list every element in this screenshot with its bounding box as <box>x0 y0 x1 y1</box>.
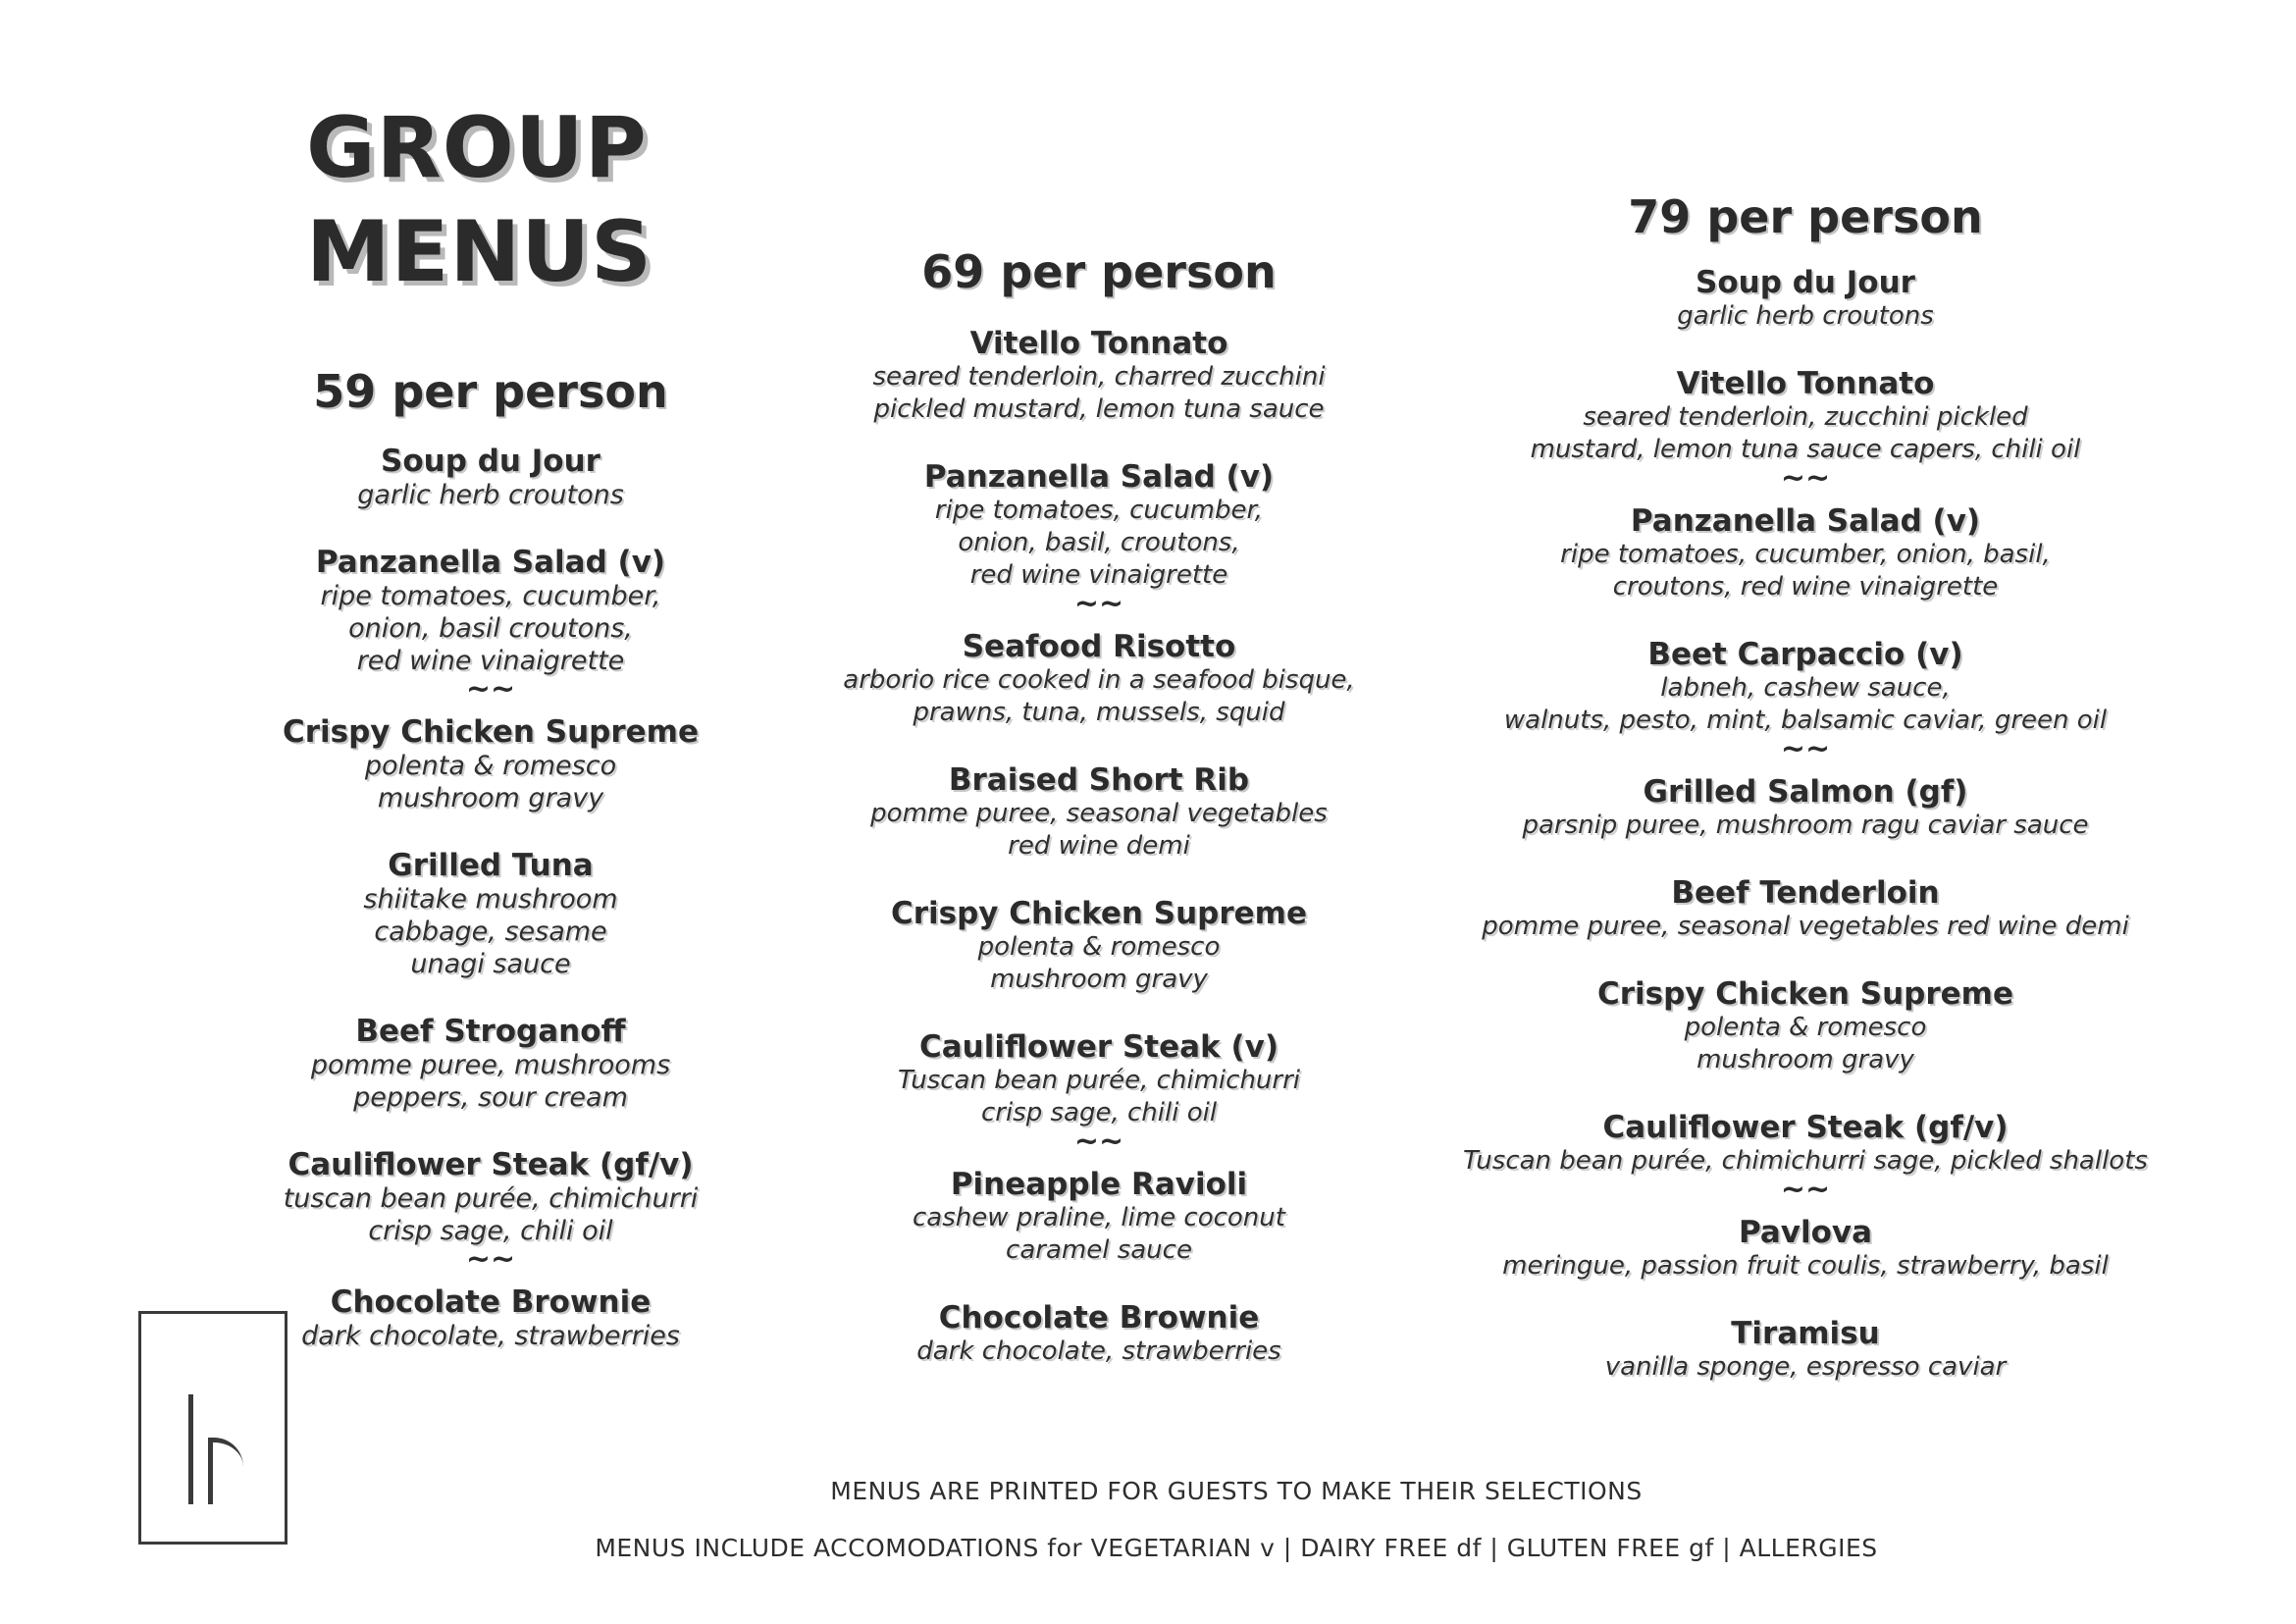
item-name: Crispy Chicken Supreme <box>890 896 1308 931</box>
menu-item <box>785 896 1413 996</box>
item-name: Cauliflower Steak (gf/v) <box>287 1147 694 1182</box>
page-title <box>306 96 652 304</box>
item-desc: pomme puree, seasonal vegetables red wine demi <box>1482 912 2129 941</box>
item-desc: labneh, cashew sauce, walnuts, pesto, mint, balsamic caviar, green oil <box>1503 673 2108 735</box>
menu-item <box>1413 1316 2198 1384</box>
item-desc: tuscan bean purée, chimichurri crisp sage, chili oil <box>283 1183 699 1246</box>
menu-price: 69 per person <box>921 245 1277 298</box>
title-line-2: MENUS <box>306 203 653 301</box>
item-name: Braised Short Rib <box>948 762 1250 798</box>
course-separator: ~~ <box>1780 732 1831 766</box>
menu-price: 59 per person <box>313 365 668 418</box>
menu-item <box>1413 976 2198 1076</box>
item-name: Panzanella Salad (v) <box>923 459 1275 495</box>
course-separator: ~~ <box>465 1242 516 1277</box>
menu-item <box>1413 1110 2198 1178</box>
item-desc: meringue, passion fruit coulis, strawberry, basil <box>1502 1251 2109 1281</box>
item-name: Pavlova <box>1738 1215 1873 1250</box>
menu-item <box>1413 265 2198 333</box>
course-separator: ~~ <box>465 672 516 707</box>
item-name: Grilled Salmon (gf) <box>1643 774 1968 810</box>
item-name: Tiramisu <box>1731 1316 1880 1351</box>
item-desc: dark chocolate, strawberries <box>301 1321 680 1351</box>
menu-69 <box>785 243 1413 1401</box>
course-separator: ~~ <box>1780 461 1831 496</box>
item-desc: shiitake mushroom cabbage, sesame unagi sauce <box>363 884 618 979</box>
menu-item <box>1413 1215 2198 1283</box>
course-separator: ~~ <box>1073 587 1124 621</box>
menu-item <box>785 459 1413 592</box>
menu-item <box>245 444 736 511</box>
title-line-1: GROUP <box>306 99 648 197</box>
item-desc: parsnip puree, mushroom ragu caviar sauce <box>1522 811 2089 840</box>
item-desc: dark chocolate, strawberries <box>916 1336 1281 1366</box>
menu-item <box>785 1167 1413 1267</box>
menu-59 <box>245 363 736 1386</box>
menu-79 <box>1413 188 2198 1417</box>
menu-item <box>245 714 736 814</box>
item-name: Chocolate Brownie <box>938 1300 1260 1336</box>
item-name: Cauliflower Steak (gf/v) <box>1602 1110 2009 1145</box>
item-desc: arborio rice cooked in a seafood bisque, prawns, tuna, mussels, squid <box>843 665 1355 727</box>
item-name: Soup du Jour <box>1696 265 1915 300</box>
item-name: Vitello Tonnato <box>969 326 1228 361</box>
brand-logo <box>138 1311 287 1545</box>
item-name: Beet Carpaccio (v) <box>1647 637 1963 672</box>
item-name: Panzanella Salad (v) <box>1630 503 1981 539</box>
menu-item <box>245 1147 736 1247</box>
menu-item <box>1413 503 2198 603</box>
course-separator: ~~ <box>1073 1125 1124 1159</box>
item-desc: pomme puree, mushrooms peppers, sour cream <box>310 1050 671 1113</box>
item-desc: polenta & romesco mushroom gravy <box>977 932 1221 994</box>
item-desc: ripe tomatoes, cucumber, onion, basil croutons, red wine vinaigrette <box>320 581 661 676</box>
menu-item <box>245 545 736 677</box>
item-desc: ripe tomatoes, cucumber, onion, basil, croutons, red wine vinaigrette <box>934 496 1264 590</box>
item-name: Beef Stroganoff <box>355 1014 626 1049</box>
item-desc: pomme puree, seasonal vegetables red wine demi <box>870 799 1328 861</box>
item-desc: ripe tomatoes, cucumber, onion, basil, croutons, red wine vinaigrette <box>1560 540 2051 602</box>
item-name: Grilled Tuna <box>388 848 594 883</box>
footer-note-selections: MENUS ARE PRINTED FOR GUESTS TO MAKE THEIR SELECTIONS <box>830 1477 1643 1505</box>
item-desc: vanilla sponge, espresso caviar <box>1604 1352 2007 1382</box>
item-desc: polenta & romesco mushroom gravy <box>364 751 617 813</box>
item-name: Panzanella Salad (v) <box>315 545 666 580</box>
menu-item <box>245 1284 736 1352</box>
menu-item <box>1413 366 2198 466</box>
logo-r-arc <box>208 1438 243 1467</box>
footer-note-accommodations: MENUS INCLUDE ACCOMODATIONS for VEGETARIAN v | DAIRY FREE df | GLUTEN FREE gf | ALLERGIES <box>595 1534 1878 1562</box>
menu-item <box>785 326 1413 426</box>
menu-item <box>1413 875 2198 943</box>
item-name: Chocolate Brownie <box>330 1284 652 1320</box>
item-desc: cashew praline, lime coconut caramel sauce <box>913 1203 1285 1265</box>
item-desc: polenta & romesco mushroom gravy <box>1684 1013 1927 1074</box>
item-name: Cauliflower Steak (v) <box>918 1029 1279 1065</box>
item-name: Vitello Tonnato <box>1676 366 1935 401</box>
item-name: Pineapple Ravioli <box>950 1167 1248 1202</box>
item-desc: seared tenderloin, zucchini pickled mustard, lemon tuna sauce capers, chili oil <box>1530 402 2081 464</box>
item-name: Crispy Chicken Supreme <box>1596 976 2014 1012</box>
menu-item <box>785 629 1413 729</box>
item-name: Crispy Chicken Supreme <box>282 714 700 750</box>
menu-item <box>785 762 1413 863</box>
menu-item <box>785 1029 1413 1129</box>
menu-item <box>1413 774 2198 842</box>
menu-item <box>1413 637 2198 737</box>
menu-item <box>785 1300 1413 1368</box>
item-desc: garlic herb croutons <box>357 480 624 510</box>
item-name: Beef Tenderloin <box>1671 875 1940 911</box>
item-desc: seared tenderloin, charred zucchini pickled mustard, lemon tuna sauce <box>872 362 1326 424</box>
item-name: Seafood Risotto <box>962 629 1236 664</box>
menu-item <box>245 848 736 980</box>
item-desc: Tuscan bean purée, chimichurri crisp sage, chili oil <box>897 1066 1301 1127</box>
item-desc: garlic herb croutons <box>1677 301 1934 331</box>
menu-item <box>245 1014 736 1114</box>
course-separator: ~~ <box>1780 1173 1831 1207</box>
item-name: Soup du Jour <box>381 444 600 479</box>
menu-price: 79 per person <box>1628 190 1983 243</box>
item-desc: Tuscan bean purée, chimichurri sage, pickled shallots <box>1463 1146 2148 1176</box>
